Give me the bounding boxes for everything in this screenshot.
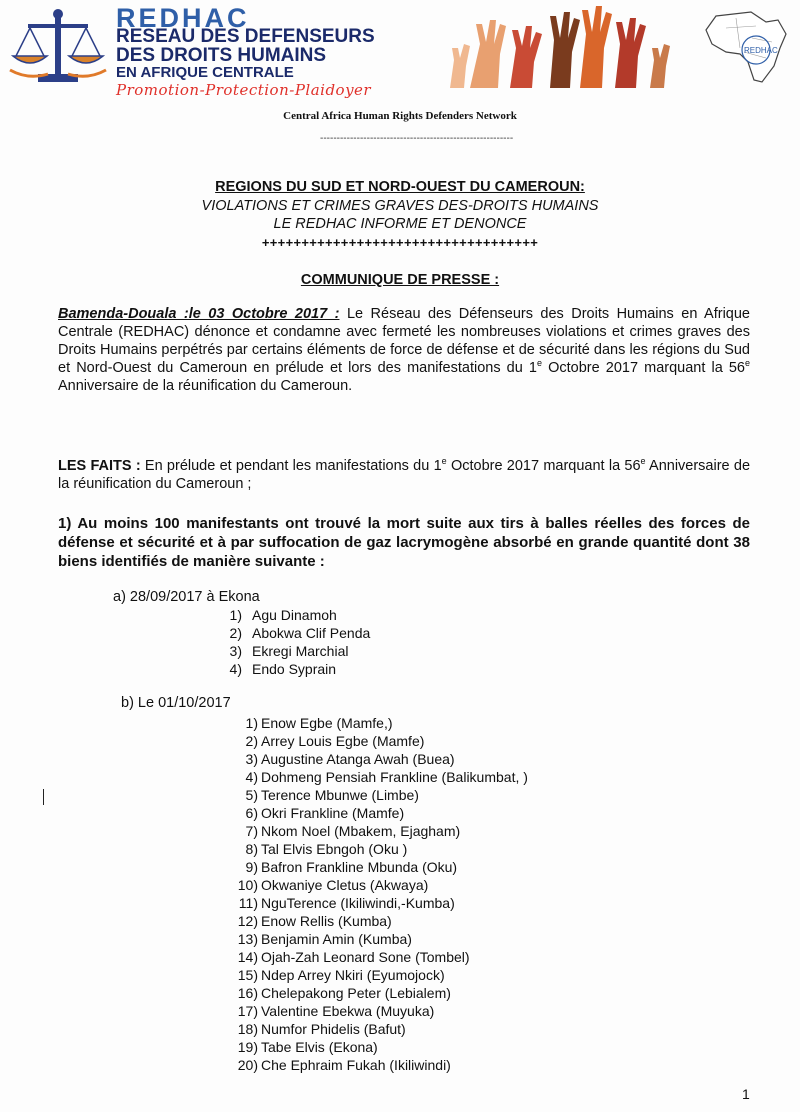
list-item	[236, 948, 528, 966]
list-item-number: 9)	[245, 859, 258, 875]
faits-paragraph	[58, 457, 750, 493]
list-item-number: 2)	[245, 733, 258, 749]
list-item-name: Ndep Arrey Nkiri (Eyumojock)	[261, 967, 445, 983]
scales-of-justice-logo	[8, 8, 108, 86]
list-item-number: 4)	[245, 769, 258, 785]
list-item-name: Che Ephraim Fukah (Ikiliwindi)	[261, 1057, 451, 1073]
list-item-name: Ekregi Marchial	[252, 643, 349, 659]
list-item-number: 4)	[229, 661, 242, 677]
dateline: Bamenda-Douala :le 03 Octobre 2017 :	[58, 306, 340, 322]
plus-separator: +++++++++++++++++++++++++++++++++++	[261, 235, 539, 250]
list-item	[236, 1056, 528, 1074]
list-item-name: Terence Mbunwe (Limbe)	[261, 787, 419, 803]
faits-sup2: e	[640, 456, 646, 467]
list-item	[236, 804, 528, 822]
intro-sup1: e	[536, 358, 542, 369]
list-item	[236, 714, 528, 732]
list-item-number: 1)	[229, 607, 242, 623]
list-item-number: 5)	[245, 787, 258, 803]
list-item-name: Valentine Ebekwa (Muyuka)	[261, 1003, 435, 1019]
list-item-name: Tal Elvis Ebngoh (Oku )	[261, 841, 408, 857]
list-item	[236, 1038, 528, 1056]
list-item-name: Ojah-Zah Leonard Sone (Tombel)	[261, 949, 470, 965]
list-item-number: 10)	[237, 877, 258, 893]
point-1-paragraph: 1) Au moins 100 manifestants ont trouvé la mort suite aux tirs à balles réelles des forces de défense et sécurité et à par suffocation de gaz lacrymogène absorbé en grande quantité dont 38 biens identifiés de manière suivante :	[58, 515, 750, 570]
org-tagline: Promotion-Protection-Plaidoyer	[116, 81, 372, 99]
list-item-number: 8)	[245, 841, 258, 857]
raised-hands-graphic	[440, 4, 700, 88]
africa-map-logo	[696, 8, 796, 88]
faits-text-a: En prélude et pendant les manifestations du 1	[140, 458, 442, 474]
list-item	[236, 786, 528, 804]
org-acronym: REDHAC	[116, 3, 250, 33]
list-item-number: 11)	[238, 895, 258, 911]
section-a-list	[218, 606, 370, 678]
separator-line: ----------------------------------------------------------	[320, 133, 514, 144]
intro-sup2: e	[744, 358, 750, 369]
list-item-name: Agu Dinamoh	[252, 607, 337, 623]
list-item	[218, 660, 370, 678]
list-item-name: Enow Rellis (Kumba)	[261, 913, 392, 929]
list-item-name: Okri Frankline (Mamfe)	[261, 805, 405, 821]
list-item-name: Endo Syprain	[252, 661, 337, 677]
faits-label: LES FAITS :	[58, 458, 141, 474]
intro-text-c: Anniversaire de la réunification du Cameroun.	[58, 378, 353, 394]
network-subtitle: Central Africa Human Rights Defenders Network	[283, 110, 517, 122]
text-cursor	[43, 789, 44, 805]
list-item	[236, 894, 528, 912]
list-item-number: 16)	[237, 985, 258, 1001]
title-violations: VIOLATIONS ET CRIMES GRAVES DES-DROITS HUMAINS	[201, 198, 599, 214]
org-name-line1: RESEAU DES DEFENSEURS	[116, 26, 375, 47]
list-item-number: 3)	[245, 751, 258, 767]
list-item	[218, 642, 370, 660]
list-item-number: 6)	[245, 805, 258, 821]
intro-text-b: Octobre 2017 marquant la 56	[541, 360, 745, 376]
list-item	[236, 750, 528, 768]
list-item	[236, 822, 528, 840]
list-item	[236, 840, 528, 858]
list-item-number: 12)	[237, 913, 258, 929]
list-item	[236, 984, 528, 1002]
list-item	[236, 930, 528, 948]
communique-heading: COMMUNIQUE DE PRESSE :	[300, 272, 500, 288]
list-item-name: Okwaniye Cletus (Akwaya)	[261, 877, 429, 893]
list-item	[236, 732, 528, 750]
section-b-label: b) Le 01/10/2017	[121, 695, 231, 711]
list-item	[236, 858, 528, 876]
list-item-number: 3)	[229, 643, 242, 659]
intro-paragraph	[58, 305, 750, 395]
list-item-number: 20)	[237, 1057, 258, 1073]
list-item-name: Benjamin Amin (Kumba)	[261, 931, 412, 947]
list-item	[236, 876, 528, 894]
intro-text-a: Le Réseau des Défenseurs des Droits Humains en Afrique Centrale (REDHAC) dénonce et condamne avec fermeté les nombreuses violations et crimes graves des Droits Humains perpétrés par certains éléments de force de défense et de sécurité dans les régions du Sud et Nord-Ouest du Cameroun en prélude et lors des manifestations du 1	[58, 306, 750, 376]
list-item-name: NguTerence (Ikiliwindi,-Kumba)	[261, 895, 455, 911]
org-name-line2: DES DROITS HUMAINS	[116, 45, 327, 66]
list-item-name: Enow Egbe (Mamfe,)	[261, 715, 393, 731]
list-item	[218, 624, 370, 642]
list-item-name: Arrey Louis Egbe (Mamfe)	[261, 733, 425, 749]
map-label: REDHAC	[744, 46, 778, 55]
list-item-number: 15)	[237, 967, 258, 983]
list-item	[236, 1002, 528, 1020]
page-number: 1	[742, 1086, 750, 1102]
section-b-list	[236, 714, 528, 1074]
list-item-name: Bafron Frankline Mbunda (Oku)	[261, 859, 458, 875]
list-item-number: 2)	[229, 625, 242, 641]
org-name-line3: EN AFRIQUE CENTRALE	[116, 64, 294, 81]
list-item-number: 17)	[237, 1003, 258, 1019]
list-item	[218, 606, 370, 624]
section-a-label: a) 28/09/2017 à Ekona	[113, 589, 260, 605]
list-item-number: 1)	[245, 715, 258, 731]
list-item-name: Nkom Noel (Mbakem, Ejagham)	[261, 823, 461, 839]
list-item-name: Chelepakong Peter (Lebialem)	[261, 985, 451, 1001]
faits-text-c: Anniversaire de la réunification du Cameroun ;	[58, 458, 751, 492]
list-item-number: 18)	[237, 1021, 258, 1037]
list-item-number: 7)	[245, 823, 258, 839]
title-regions: REGIONS DU SUD ET NORD-OUEST DU CAMEROUN:	[215, 179, 585, 195]
list-item	[236, 768, 528, 786]
list-item-name: Abokwa Clif Penda	[252, 625, 371, 641]
list-item-name: Augustine Atanga Awah (Buea)	[261, 751, 455, 767]
list-item-number: 19)	[237, 1039, 258, 1055]
list-item-name: Numfor Phidelis (Bafut)	[261, 1021, 406, 1037]
faits-text-b: Octobre 2017 marquant la 56	[446, 458, 641, 474]
list-item	[236, 1020, 528, 1038]
list-item	[236, 912, 528, 930]
list-item-number: 13)	[237, 931, 258, 947]
list-item	[236, 966, 528, 984]
list-item-name: Tabe Elvis (Ekona)	[261, 1039, 378, 1055]
list-item-number: 14)	[237, 949, 258, 965]
list-item-name: Dohmeng Pensiah Frankline (Balikumbat, )	[261, 769, 528, 785]
title-informe: LE REDHAC INFORME ET DENONCE	[273, 216, 527, 232]
faits-sup1: e	[441, 456, 447, 467]
